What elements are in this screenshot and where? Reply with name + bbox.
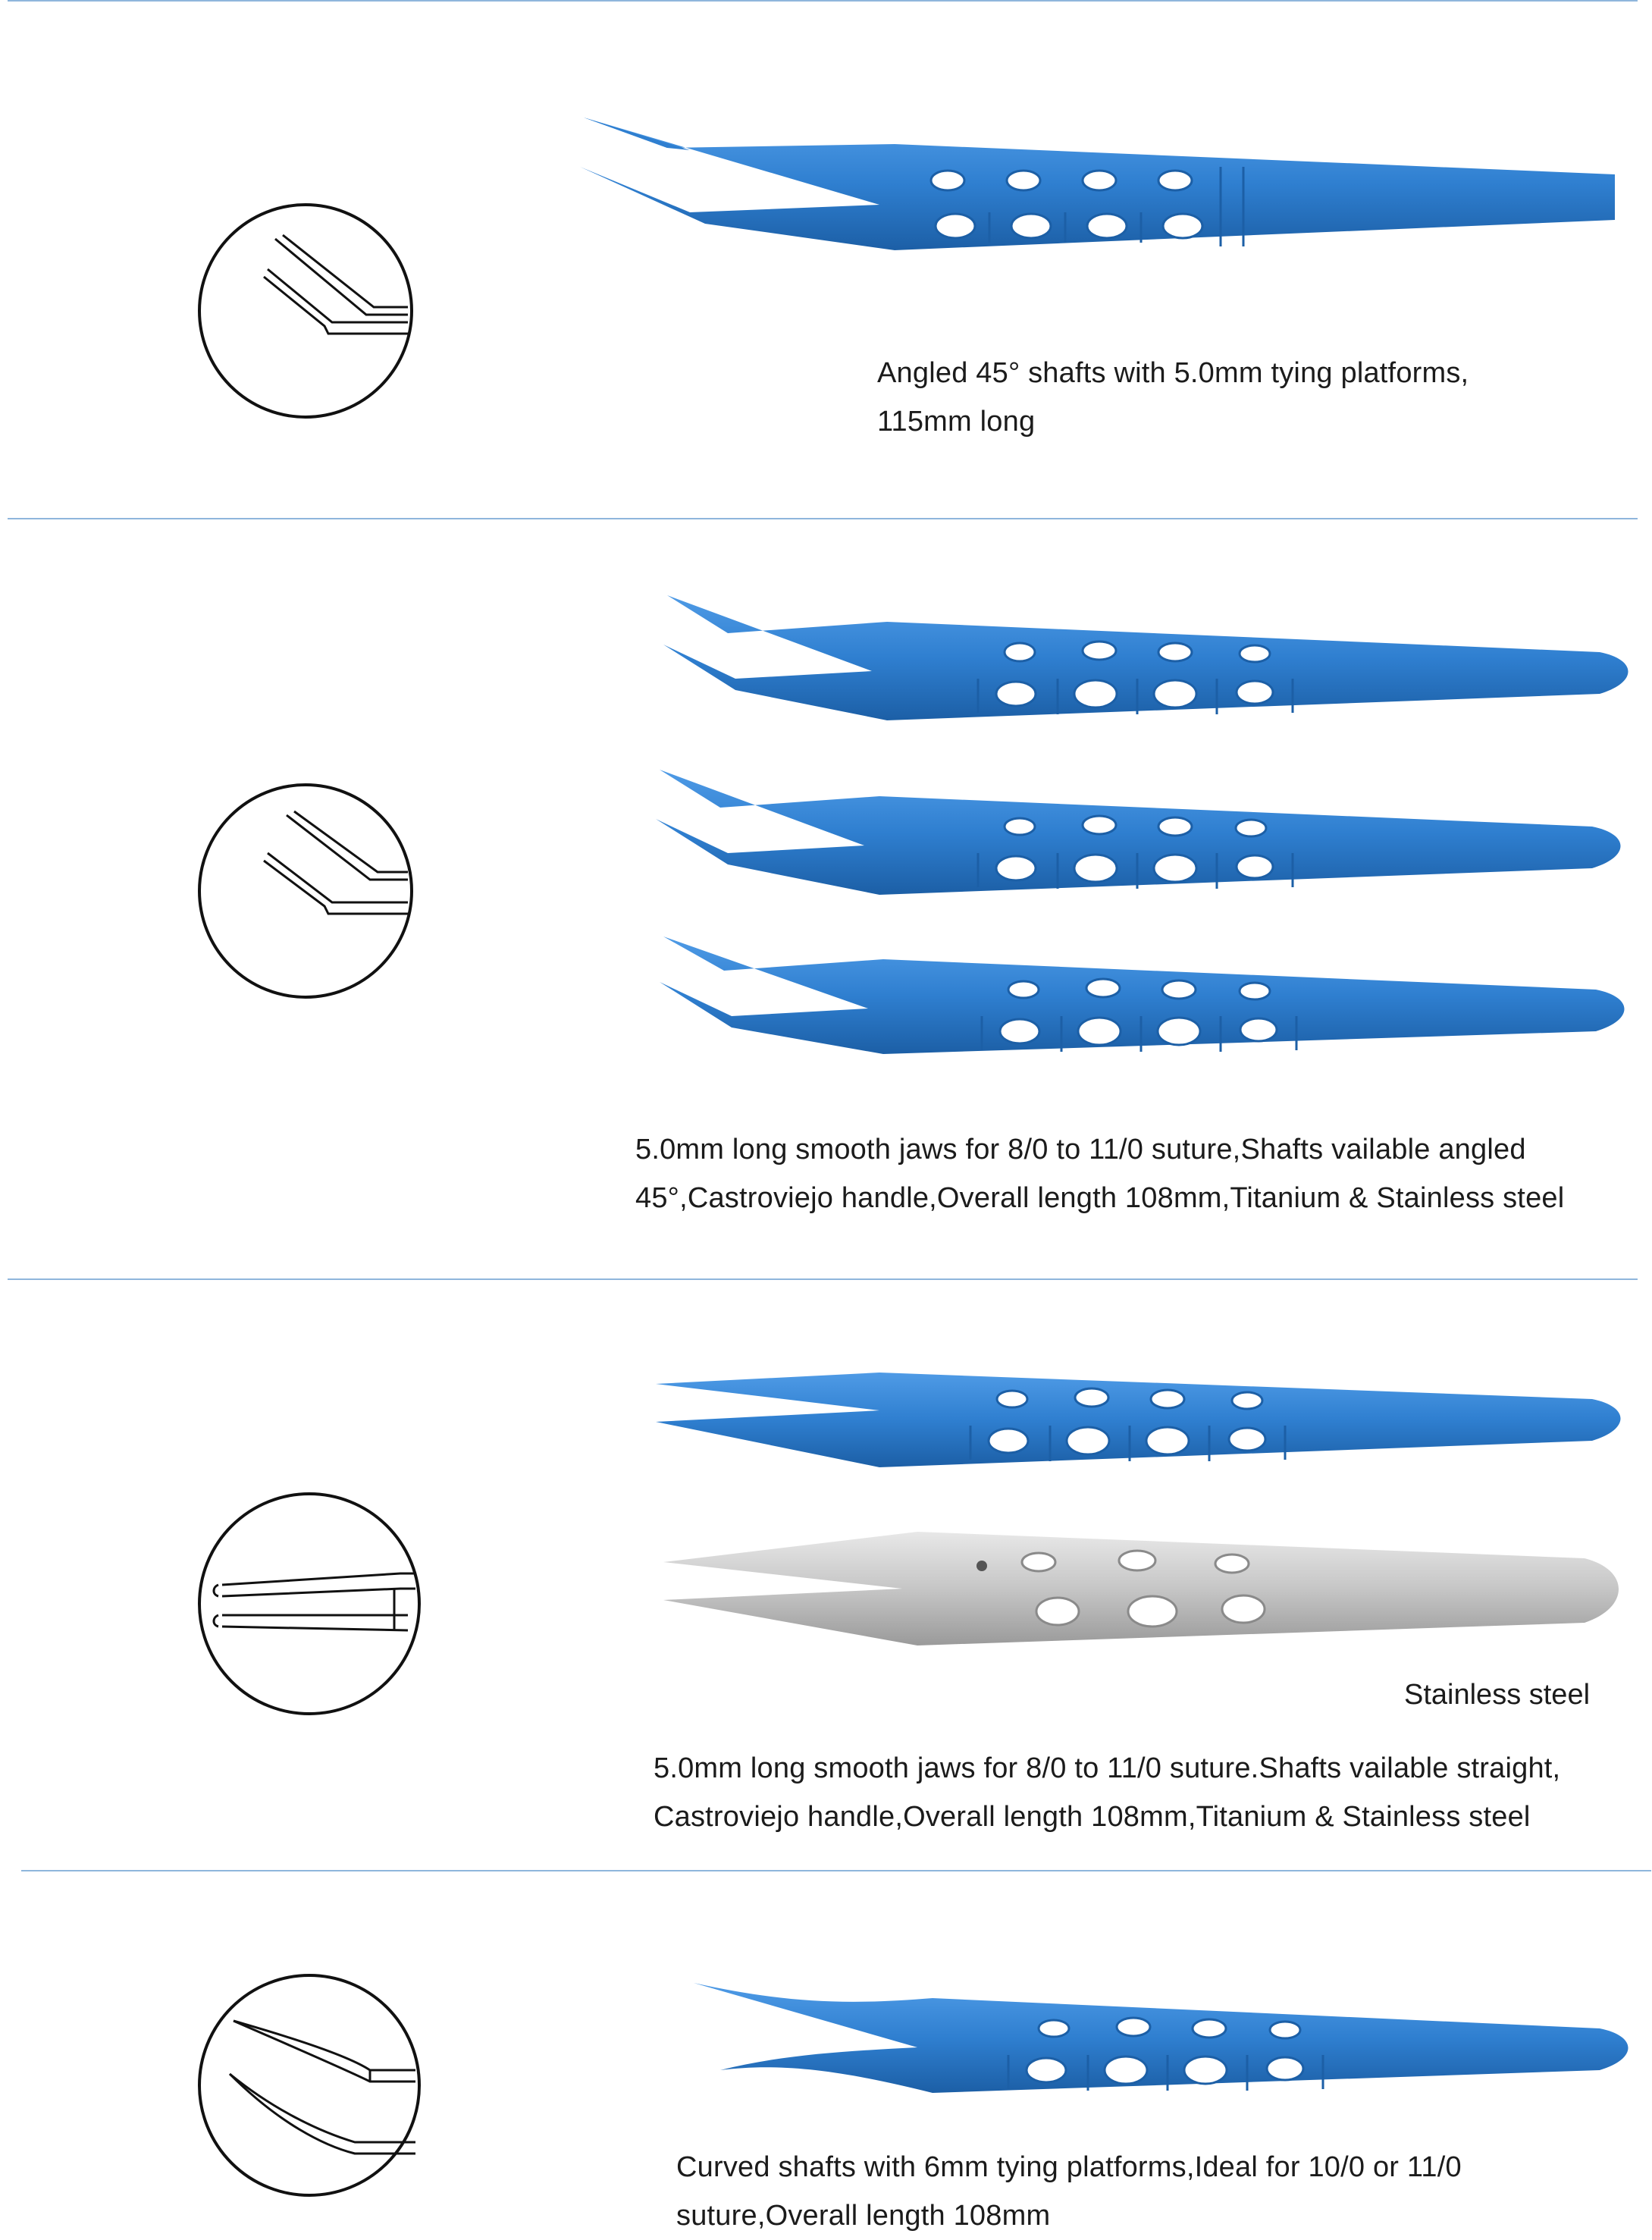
product-description — [654, 1744, 1560, 1841]
product-description — [676, 2143, 1462, 2240]
description-line: 5.0mm long smooth jaws for 8/0 to 11/0 suture.Shafts vailable straight, — [654, 1752, 1561, 1784]
section-divider — [8, 0, 1638, 2]
angled-forceps-image — [652, 766, 1630, 910]
tip-detail-curved-icon — [196, 1972, 423, 2199]
material-caption: Stainless steel — [1404, 1679, 1591, 1711]
section-divider — [21, 1870, 1651, 1871]
straight-forceps-titanium-image — [652, 1350, 1630, 1479]
description-line: 45°,Castroviejo handle,Overall length 108mm,Titanium & Stainless steel — [635, 1182, 1565, 1214]
section-divider — [8, 518, 1638, 519]
description-line: Curved shafts with 6mm tying platforms,Ideal for 10/0 or 11/0 — [676, 2151, 1462, 2183]
angled-forceps-image — [576, 114, 1615, 273]
description-line: 115mm long — [877, 406, 1036, 438]
tip-detail-angled-icon — [196, 781, 415, 1001]
section-divider — [8, 1278, 1638, 1280]
description-line: suture,Overall length 108mm — [676, 2200, 1051, 2232]
angled-forceps-image — [660, 591, 1638, 736]
curved-forceps-image — [690, 1972, 1638, 2108]
tip-detail-angled-icon — [196, 201, 415, 421]
description-line: Angled 45° shafts with 5.0mm tying platforms, — [877, 357, 1469, 389]
product-description — [877, 349, 1469, 446]
description-line: Castroviejo handle,Overall length 108mm,Titanium & Stainless steel — [654, 1801, 1531, 1833]
tip-detail-straight-icon — [196, 1490, 423, 1718]
angled-forceps-image — [656, 933, 1634, 1069]
product-description — [635, 1125, 1564, 1222]
description-line: 5.0mm long smooth jaws for 8/0 to 11/0 suture,Shafts vailable angled — [635, 1134, 1526, 1165]
straight-forceps-stainless-image — [660, 1524, 1630, 1653]
